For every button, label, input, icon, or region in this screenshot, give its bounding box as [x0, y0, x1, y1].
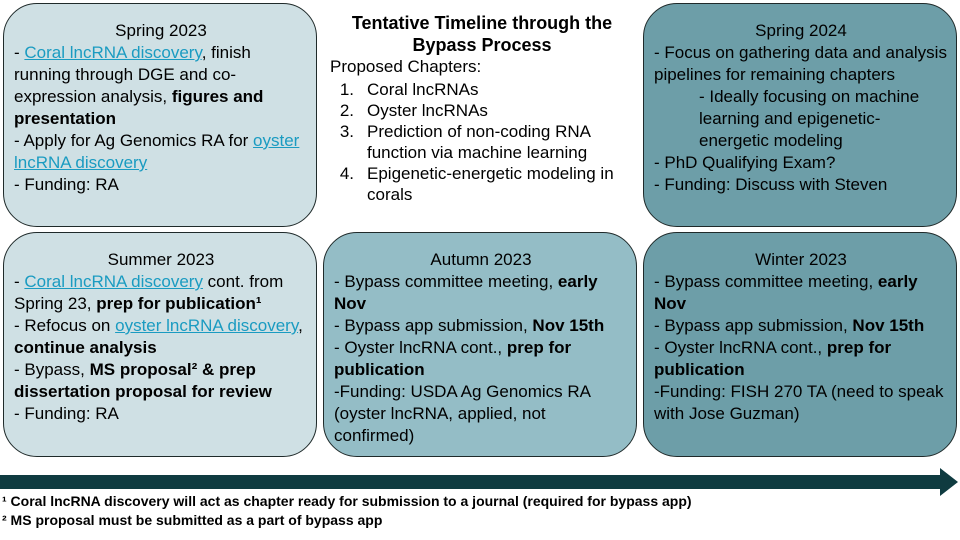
summer-2023-title: Summer 2023 [107, 250, 215, 269]
spring-2024-line-3: - PhD Qualifying Exam? [654, 153, 836, 172]
spring-2023-line-2: - Apply for Ag Genomics RA for oyster lncRNA discovery [14, 131, 300, 172]
footnotes [2, 492, 692, 530]
winter-2023-title: Winter 2023 [755, 250, 847, 269]
summer-2023-line-4: - Funding: RA [14, 404, 119, 423]
chapter-item: 4. Epigenetic-energetic modeling in corals [339, 164, 614, 204]
summer-2023-line-3: - Bypass, MS proposal² & prep dissertation proposal for review [14, 360, 272, 401]
spring-2023-title: Spring 2023 [115, 21, 207, 40]
summer-2023-line-2: - Refocus on oyster lncRNA discovery, continue analysis [14, 316, 303, 357]
chapter-item: 3. Prediction of non-coding RNA function via machine learning [339, 122, 591, 162]
autumn-2023-line-4: -Funding: USDA Ag Genomics RA (oyster lncRNA, applied, not confirmed) [334, 382, 591, 445]
spring-2024-line-4: - Funding: Discuss with Steven [654, 175, 888, 194]
autumn-2023-line-1: - Bypass committee meeting, early Nov [334, 272, 598, 313]
autumn-2023-line-2: - Bypass app submission, Nov 15th [334, 316, 605, 335]
spring-2023-card [3, 3, 317, 227]
winter-2023-line-3: - Oyster lncRNA cont., prep for publication [654, 338, 892, 379]
chapters-heading: Proposed Chapters: [330, 57, 482, 76]
chapters-list [327, 79, 637, 205]
coral-lncrna-link[interactable]: Coral lncRNA discovery [24, 272, 203, 291]
winter-2023-card [643, 232, 957, 457]
summer-2023-card [3, 232, 317, 457]
spring-2023-line-1: - Coral lncRNA discovery, finish running through DGE and co-expression analysis, figures and presentation [14, 43, 264, 128]
winter-2023-line-1: - Bypass committee meeting, early Nov [654, 272, 918, 313]
summer-2023-line-1: - Coral lncRNA discovery cont. from Spring 23, prep for publication¹ [14, 272, 284, 313]
spring-2024-title: Spring 2024 [755, 21, 847, 40]
page-title: Tentative Timeline through the Bypass Process [351, 13, 613, 55]
spring-2023-line-3: - Funding: RA [14, 175, 119, 194]
autumn-2023-line-3: - Oyster lncRNA cont., prep for publication [334, 338, 572, 379]
winter-2023-line-2: - Bypass app submission, Nov 15th [654, 316, 925, 335]
oyster-lncrna-link[interactable]: oyster lncRNA discovery [115, 316, 299, 335]
footnote-2: ² MS proposal must be submitted as a part of bypass app [2, 512, 383, 528]
chapter-item: 1. Coral lncRNAs [339, 80, 479, 99]
autumn-2023-card [323, 232, 637, 457]
coral-lncrna-link[interactable]: Coral lncRNA discovery [24, 43, 202, 62]
oyster-lncrna-link[interactable]: oyster lncRNA discovery [14, 131, 300, 172]
spring-2024-line-2: - Ideally focusing on machine learning and epigenetic-energetic modeling [699, 87, 920, 150]
timeline-overview [327, 12, 637, 205]
footnote-1: ¹ Coral lncRNA discovery will act as chapter ready for submission to a journal (required for bypass app) [2, 493, 692, 509]
winter-2023-line-4: -Funding: FISH 270 TA (need to speak with Jose Guzman) [654, 382, 944, 423]
chapter-item: 2. Oyster lncRNAs [339, 101, 488, 120]
autumn-2023-title: Autumn 2023 [430, 250, 532, 269]
spring-2024-line-1: - Focus on gathering data and analysis pipelines for remaining chapters [654, 43, 947, 84]
spring-2024-card [643, 3, 957, 227]
